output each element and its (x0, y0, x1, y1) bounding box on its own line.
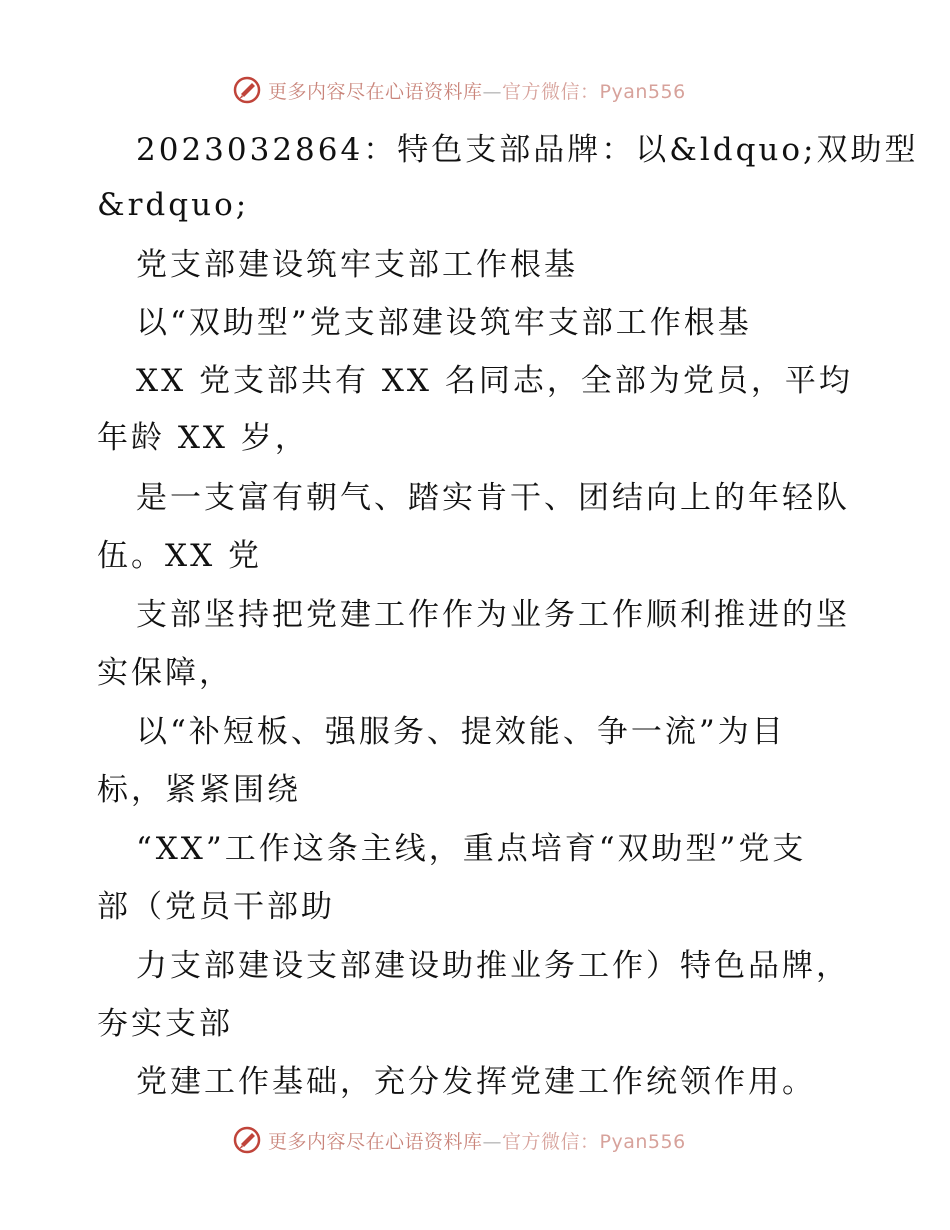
paragraph-line-7: 是一支富有朝气、踏实肯干、团结向上的年轻队 (136, 480, 850, 516)
watermark-main: 更多内容尽在心语资料库 (268, 80, 483, 103)
paragraph-line-17: 党建工作基础，充分发挥党建工作统领作用。 (136, 1064, 816, 1100)
watermark-text (268, 1127, 686, 1154)
watermark-top (232, 72, 752, 108)
paragraph-line-16: 夯实支部 (97, 1006, 233, 1042)
watermark-bottom (232, 1122, 752, 1158)
watermark-official: 官方微信： (502, 1130, 600, 1153)
paragraph-line-15: 力支部建设支部建设助推业务工作）特色品牌， (136, 948, 850, 984)
watermark-text (268, 77, 686, 104)
paragraph-line-4: 以“双助型”党支部建设筑牢支部工作根基 (136, 305, 752, 341)
paragraph-line-2: &rdquo; (97, 187, 250, 223)
watermark-main: 更多内容尽在心语资料库 (268, 1130, 483, 1153)
paragraph-line-5: XX 党支部共有 XX 名同志，全部为党员，平均 (136, 363, 853, 399)
watermark-dash: — (482, 80, 503, 103)
watermark-id: Pyan556 (599, 1130, 686, 1153)
paragraph-line-9: 支部坚持把党建工作作为业务工作顺利推进的坚 (136, 597, 850, 633)
paragraph-line-10: 实保障， (97, 655, 233, 691)
watermark-logo-icon (232, 75, 262, 105)
paragraph-line-3: 党支部建设筑牢支部工作根基 (136, 247, 578, 283)
watermark-logo-icon (232, 1125, 262, 1155)
paragraph-line-8: 伍。XX 党 (97, 538, 262, 574)
watermark-id: Pyan556 (599, 80, 686, 103)
paragraph-line-13: “XX”工作这条主线，重点培育“双助型”党支 (136, 831, 807, 867)
watermark-dash: — (482, 1130, 503, 1153)
paragraph-line-6: 年龄 XX 岁， (97, 420, 309, 456)
paragraph-line-12: 标，紧紧围绕 (97, 772, 301, 808)
paragraph-line-1: 2023032864：特色支部品牌：以&ldquo;双助型 (136, 132, 919, 168)
paragraph-line-14: 部（党员干部助 (97, 889, 335, 925)
paragraph-line-11: 以“补短板、强服务、提效能、争一流”为目 (136, 714, 786, 750)
watermark-official: 官方微信： (502, 80, 600, 103)
